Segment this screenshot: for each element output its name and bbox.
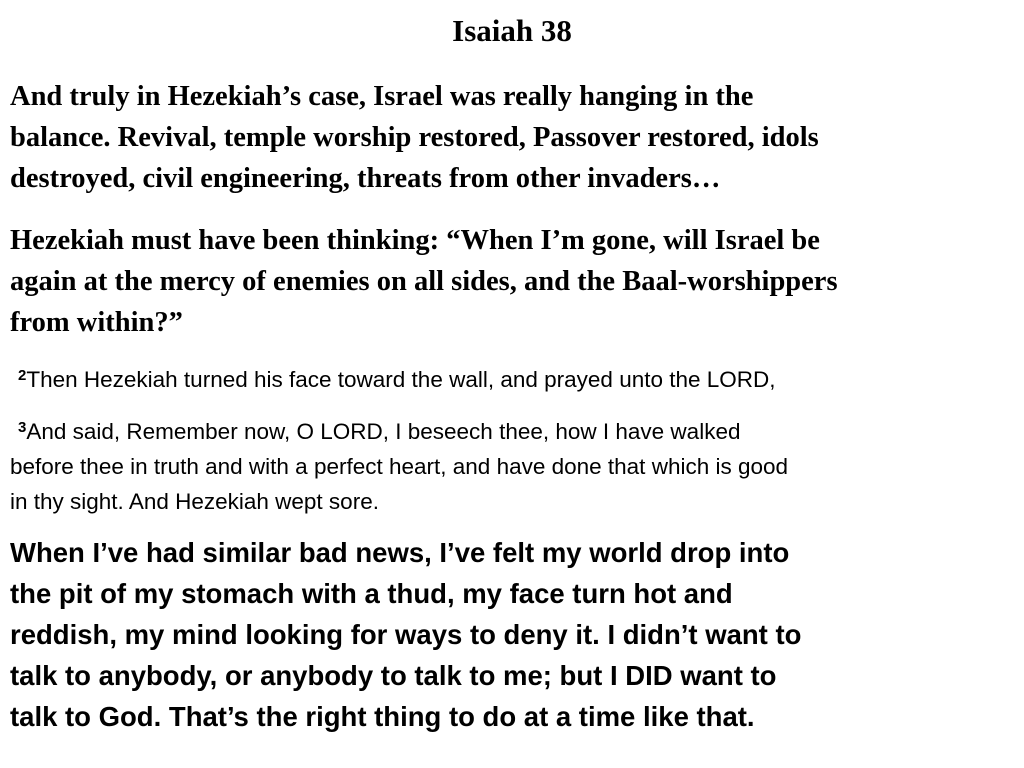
text-line: When I’ve had similar bad news, I’ve felt my world drop into	[10, 537, 790, 568]
text-line: talk to God. That’s the right thing to do at a time like that.	[10, 701, 755, 732]
intro-paragraph	[10, 76, 1014, 199]
text-line: from within?”	[10, 307, 183, 338]
text-line: talk to anybody, or anybody to talk to me; but I DID want to	[10, 660, 777, 691]
text-line	[10, 410, 1014, 449]
verse-text: Then Hezekiah turned his face toward the wall, and prayed unto the LORD,	[26, 367, 776, 392]
text-line: in thy sight. And Hezekiah wept sore.	[10, 489, 379, 514]
text-line: again at the mercy of enemies on all sides, and the Baal-worshippers	[10, 266, 838, 297]
verse-number: 2	[18, 367, 27, 384]
verse-text: And said, Remember now, O LORD, I beseech thee, how I have walked	[26, 419, 741, 444]
verse-2	[10, 358, 1014, 397]
personal-reflection-paragraph	[10, 532, 1014, 737]
verse-3	[10, 410, 1014, 519]
text-line: Hezekiah must have been thinking: “When I’m gone, will Israel be	[10, 225, 820, 256]
text-line: And truly in Hezekiah’s case, Israel was really hanging in the	[10, 81, 754, 112]
text-line: balance. Revival, temple worship restored, Passover restored, idols	[10, 122, 819, 153]
verse-number: 3	[18, 419, 27, 436]
text-line	[10, 358, 1014, 397]
text-line: before thee in truth and with a perfect heart, and have done that which is good	[10, 454, 789, 479]
text-line: reddish, my mind looking for ways to deny it. I didn’t want to	[10, 619, 802, 650]
text-line: destroyed, civil engineering, threats from other invaders…	[10, 163, 721, 194]
hezekiah-thoughts-paragraph	[10, 220, 1014, 343]
text-line: the pit of my stomach with a thud, my face turn hot and	[10, 578, 733, 609]
slide-title: Isaiah 38	[452, 13, 572, 48]
